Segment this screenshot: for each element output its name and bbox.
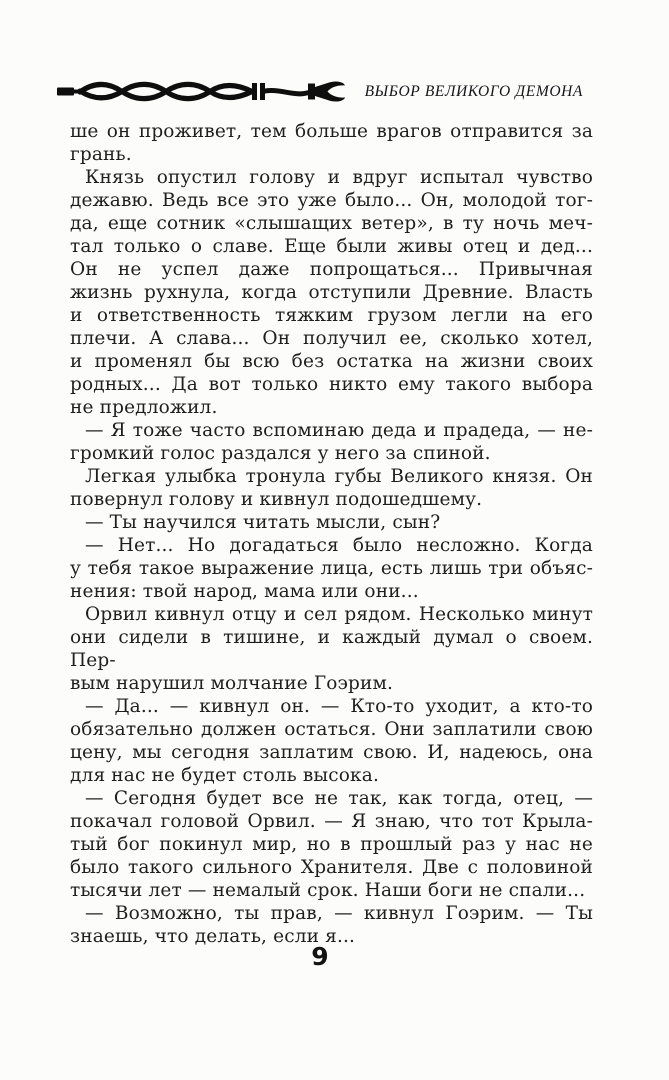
text-line: было такого сильного Хранителя. Две с половиной (70, 857, 593, 878)
text-line: — Да... — кивнул он. — Кто-то уходит, а кто-то (85, 696, 593, 717)
page-body-text (70, 120, 593, 948)
text-line: покачал головой Орвил. — Я знаю, что тот Крыла- (70, 811, 593, 832)
text-line: и променял бы всю без остатка на жизни своих (70, 351, 593, 372)
text-line: знаешь, что делать, если я... (70, 926, 356, 947)
text-line: тый бог покинул мир, но в прошлый раз у нас не (70, 834, 593, 855)
text-line: Он не успел даже попрощаться... Привычная (70, 259, 593, 280)
text-line: тал только о славе. Еще были живы отец и дед... (70, 236, 593, 257)
text-line: дежавю. Ведь все это уже было... Он, молодой тог- (70, 190, 593, 211)
text-line: грань. (70, 144, 132, 165)
text-line: для нас не будет столь высока. (70, 765, 379, 786)
text-line: — Сегодня будет все не так, как тогда, отец, — (85, 788, 593, 809)
text-line: не предложил. (70, 397, 218, 418)
text-line: тысячи лет — немалый срок. Наши боги не спали... (70, 880, 586, 901)
text-line: повернул голову и кивнул подошедшему. (70, 489, 483, 510)
page-number: 9 (311, 942, 329, 971)
text-line: Легкая улыбка тронула губы Великого князя. Он (85, 466, 593, 487)
text-line: вым нарушил молчание Гоэрим. (70, 673, 394, 694)
text-line: громкий голос раздался у него за спиной. (70, 443, 491, 464)
text-line: у тебя такое выражение лица, есть лишь три объяс- (70, 558, 593, 579)
text-line: родных... Да вот только никто ему такого выбора (70, 374, 593, 395)
text-line: жизнь рухнула, когда отступили Древние. Власть (70, 282, 593, 303)
braided-whip-ornament-icon (56, 77, 346, 107)
text-line: да, еще сотник «слышащих ветер», в ту ночь меч- (70, 213, 593, 234)
running-header-title: ВЫБОР ВЕЛИКОГО ДЕМОНА (364, 83, 583, 100)
text-line: и ответственность тяжким грузом легли на его (70, 305, 593, 326)
text-line: цену, мы сегодня заплатим свою. И, надеюсь, она (70, 742, 593, 763)
text-line: обязательно должен остаться. Они заплатили свою (70, 719, 593, 740)
text-line: — Ты научился читать мысли, сын? (85, 512, 441, 533)
text-line: Князь опустил голову и вдруг испытал чувство (85, 167, 593, 188)
text-line: — Возможно, ты прав, — кивнул Гоэрим. — Ты (85, 903, 593, 924)
text-line: они сидели в тишине, и каждый думал о своем. Пер- (70, 627, 593, 671)
text-line: — Нет... Но догадаться было несложно. Когда (85, 535, 593, 556)
text-line: нения: твой народ, мама или они... (70, 581, 419, 602)
text-line: плечи. А слава... Он получил ее, сколько хотел, (70, 328, 593, 349)
text-line: ше он проживет, тем больше врагов отправится за (70, 121, 593, 142)
text-line: — Я тоже часто вспоминаю деда и прадеда, — не- (85, 420, 593, 441)
text-line: Орвил кивнул отцу и сел рядом. Несколько минут (85, 604, 593, 625)
